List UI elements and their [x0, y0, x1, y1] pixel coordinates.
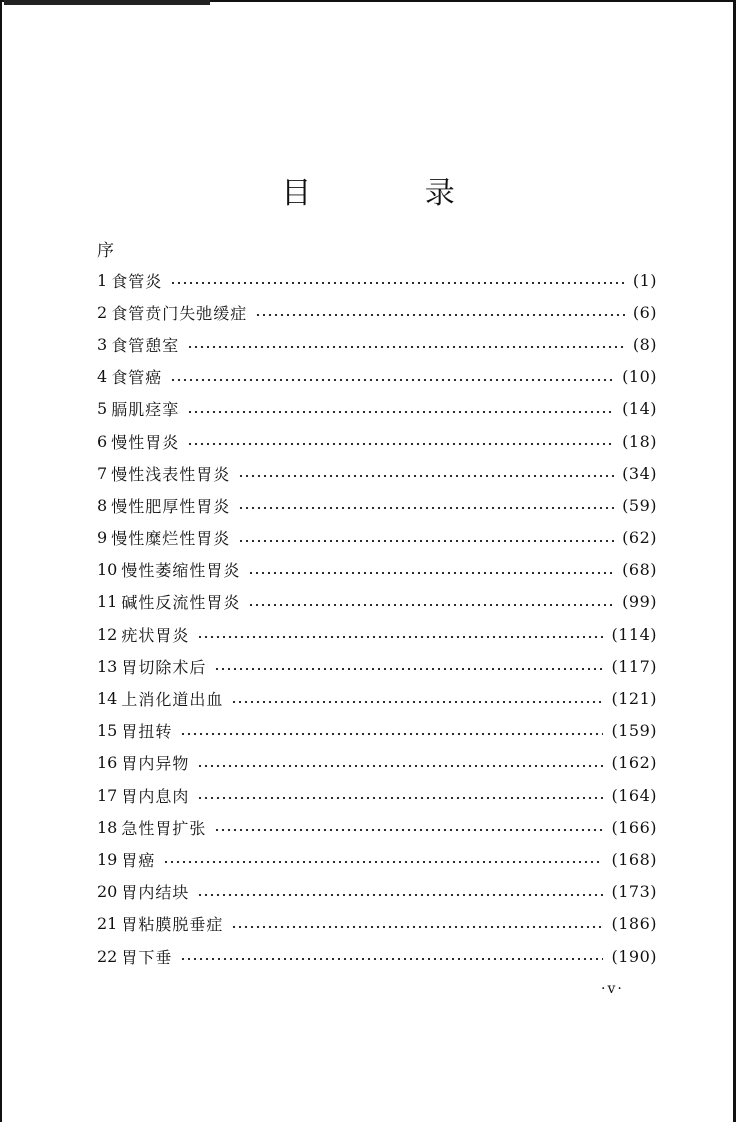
- toc-entry-number: 22: [97, 946, 118, 966]
- toc-entry-title: 急性胃扩张: [121, 818, 207, 838]
- scan-edge-mark: [4, 0, 210, 5]
- toc-entry-number: 1: [97, 270, 108, 290]
- dot-leader: [238, 475, 614, 477]
- toc-entry-title: 胃扭转: [121, 722, 173, 742]
- toc-entry: [97, 811, 657, 843]
- toc-entry-page: (190): [611, 946, 657, 966]
- toc-entry-page: (166): [611, 817, 657, 837]
- table-of-contents: [97, 264, 657, 972]
- toc-entry-page: (68): [622, 560, 657, 580]
- dot-leader: [170, 379, 614, 381]
- toc-entry: [97, 457, 657, 489]
- toc-entry-title: 胃内息肉: [121, 786, 190, 806]
- toc-entry-number: 21: [97, 914, 118, 934]
- page-number: ·v·: [601, 981, 624, 997]
- toc-entry: [97, 522, 657, 554]
- toc-entry: [97, 393, 657, 425]
- dot-leader: [187, 346, 625, 348]
- toc-entry-title: 慢性糜烂性胃炎: [111, 529, 231, 549]
- toc-entry-title: 膈肌痉挛: [111, 400, 180, 420]
- toc-entry: [97, 715, 657, 747]
- toc-entry-page: (34): [622, 463, 657, 483]
- toc-entry-number: 3: [97, 334, 108, 354]
- toc-entry: [97, 650, 657, 682]
- toc-entry-page: (1): [632, 270, 657, 290]
- toc-entry-title: 慢性肥厚性胃炎: [111, 496, 231, 516]
- toc-entry-number: 11: [97, 592, 118, 612]
- toc-entry-page: (186): [611, 914, 657, 934]
- toc-entry-number: 9: [97, 528, 108, 548]
- toc-entry-title: 胃内异物: [121, 754, 190, 774]
- toc-entry-title: 食管炎: [111, 271, 163, 291]
- toc-entry: [97, 618, 657, 650]
- toc-entry-title: 胃内结块: [121, 883, 190, 903]
- dot-leader: [231, 926, 603, 928]
- toc-entry-title: 上消化道出血: [121, 690, 224, 710]
- toc-entry: [97, 908, 657, 940]
- dot-leader: [187, 443, 614, 445]
- toc-entry: [97, 586, 657, 618]
- dot-leader: [163, 861, 603, 863]
- dot-leader: [238, 507, 614, 509]
- toc-preface: 序: [97, 241, 114, 261]
- dot-leader: [248, 604, 614, 606]
- dot-leader: [255, 314, 625, 316]
- toc-entry-number: 16: [97, 753, 118, 773]
- toc-entry-number: 20: [97, 882, 118, 902]
- toc-entry: [97, 296, 657, 328]
- toc-entry: [97, 425, 657, 457]
- toc-entry-page: (159): [611, 721, 657, 741]
- toc-entry-number: 14: [97, 689, 118, 709]
- toc-entry-page: (121): [611, 689, 657, 709]
- toc-entry: [97, 489, 657, 521]
- dot-leader: [248, 572, 614, 574]
- toc-entry-number: 19: [97, 849, 118, 869]
- toc-entry-title: 食管癌: [111, 368, 163, 388]
- toc-entry-page: (62): [622, 528, 657, 548]
- toc-entry-title: 食管贲门失弛缓症: [111, 303, 248, 323]
- toc-entry-page: (6): [632, 302, 657, 322]
- toc-entry-number: 4: [97, 367, 108, 387]
- toc-entry: [97, 843, 657, 875]
- page-title: 目 录: [281, 176, 507, 211]
- toc-entry-page: (59): [622, 495, 657, 515]
- toc-entry: [97, 264, 657, 296]
- toc-entry-page: (99): [622, 592, 657, 612]
- toc-entry-title: 胃切除术后: [121, 657, 207, 677]
- toc-entry-page: (14): [622, 399, 657, 419]
- toc-entry-number: 12: [97, 624, 118, 644]
- toc-entry-number: 5: [97, 399, 108, 419]
- toc-entry: [97, 779, 657, 811]
- dot-leader: [231, 701, 603, 703]
- toc-entry-number: 17: [97, 785, 118, 805]
- toc-entry-page: (10): [622, 367, 657, 387]
- toc-entry-title: 食管憩室: [111, 335, 180, 355]
- dot-leader: [214, 829, 603, 831]
- toc-entry-number: 7: [97, 463, 108, 483]
- toc-entry-number: 8: [97, 495, 108, 515]
- toc-entry-page: (8): [632, 334, 657, 354]
- dot-leader: [197, 894, 603, 896]
- toc-entry-title: 慢性萎缩性胃炎: [121, 561, 241, 581]
- toc-entry-title: 慢性胃炎: [111, 432, 180, 452]
- toc-entry: [97, 876, 657, 908]
- dot-leader: [187, 411, 614, 413]
- toc-entry: [97, 361, 657, 393]
- dot-leader: [197, 797, 603, 799]
- dot-leader: [197, 636, 603, 638]
- dot-leader: [180, 958, 603, 960]
- dot-leader: [170, 282, 625, 284]
- toc-entry: [97, 682, 657, 714]
- toc-entry-title: 疣状胃炎: [121, 625, 190, 645]
- dot-leader: [214, 668, 603, 670]
- toc-entry-page: (173): [611, 882, 657, 902]
- toc-entry-number: 18: [97, 817, 118, 837]
- toc-entry-title: 胃癌: [121, 850, 156, 870]
- dot-leader: [197, 765, 603, 767]
- toc-entry-number: 2: [97, 302, 108, 322]
- toc-entry-number: 15: [97, 721, 118, 741]
- toc-entry-page: (114): [611, 624, 657, 644]
- toc-entry-title: 胃下垂: [121, 947, 173, 967]
- toc-entry-title: 慢性浅表性胃炎: [111, 464, 231, 484]
- toc-entry: [97, 940, 657, 972]
- toc-entry: [97, 747, 657, 779]
- toc-entry: [97, 328, 657, 360]
- toc-entry-page: (117): [611, 656, 657, 676]
- dot-leader: [238, 540, 614, 542]
- toc-entry-title: 胃粘膜脱垂症: [121, 915, 224, 935]
- toc-entry-number: 10: [97, 560, 118, 580]
- toc-entry-page: (164): [611, 785, 657, 805]
- dot-leader: [180, 733, 603, 735]
- toc-entry-title: 碱性反流性胃炎: [121, 593, 241, 613]
- toc-entry-page: (18): [622, 431, 657, 451]
- toc-entry-page: (162): [611, 753, 657, 773]
- toc-entry-number: 6: [97, 431, 108, 451]
- toc-entry: [97, 554, 657, 586]
- toc-entry-number: 13: [97, 656, 118, 676]
- toc-entry-page: (168): [611, 849, 657, 869]
